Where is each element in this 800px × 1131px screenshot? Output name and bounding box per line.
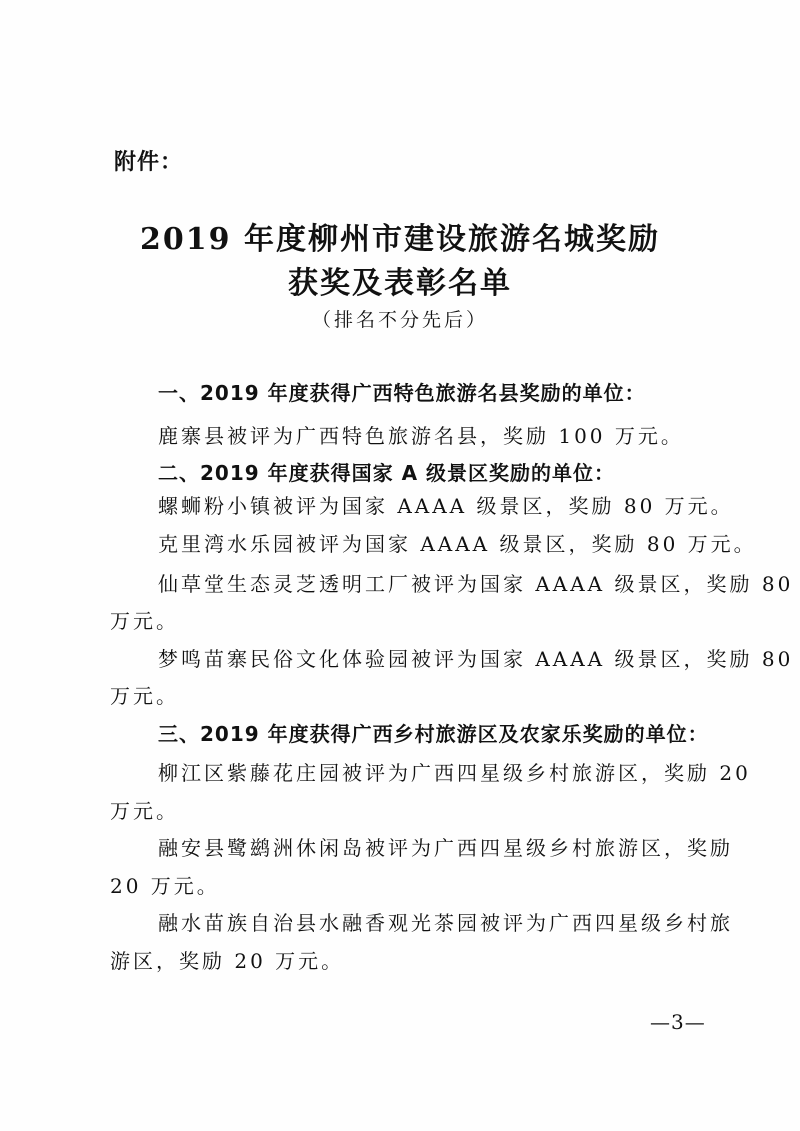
award-line: 融安县鹭鹚洲休闲岛被评为广西四星级乡村旅游区，奖励 [158, 836, 733, 860]
section-heading-2: 二、2019 年度获得国家 A 级景区奖励的单位： [158, 461, 616, 485]
award-line: 鹿寨县被评为广西特色旅游名县，奖励 100 万元。 [158, 424, 684, 448]
ranking-note: （排名不分先后） [311, 309, 488, 331]
award-line: 梦鸣苗寨民俗文化体验园被评为国家 AAAA 级景区，奖励 80 [158, 647, 794, 671]
award-line: 柳江区紫藤花庄园被评为广西四星级乡村旅游区，奖励 20 [158, 761, 751, 785]
award-line: 融水苗族自治县水融香观光茶园被评为广西四星级乡村旅 [158, 911, 733, 935]
award-line: 螺蛳粉小镇被评为国家 AAAA 级景区，奖励 80 万元。 [158, 494, 734, 518]
document-title-line-2: 获奖及表彰名单 [288, 266, 512, 301]
award-line-continuation: 游区，奖励 20 万元。 [110, 949, 345, 973]
section-heading-3: 三、2019 年度获得广西乡村旅游区及农家乐奖励的单位： [158, 722, 709, 746]
document-title-line-1: 2019 年度柳州市建设旅游名城奖励 [140, 222, 660, 257]
award-line-continuation: 万元。 [110, 684, 179, 708]
award-line-continuation: 万元。 [110, 799, 179, 823]
award-line: 仙草堂生态灵芝透明工厂被评为国家 AAAA 级景区，奖励 80 [158, 572, 794, 596]
award-line-continuation: 20 万元。 [110, 874, 220, 898]
award-line: 克里湾水乐园被评为国家 AAAA 级景区，奖励 80 万元。 [158, 532, 757, 556]
page-number: —3— [650, 1010, 706, 1034]
section-heading-1: 一、2019 年度获得广西特色旅游名县奖励的单位： [158, 381, 646, 405]
attachment-label: 附件： [114, 150, 184, 175]
award-line-continuation: 万元。 [110, 609, 179, 633]
